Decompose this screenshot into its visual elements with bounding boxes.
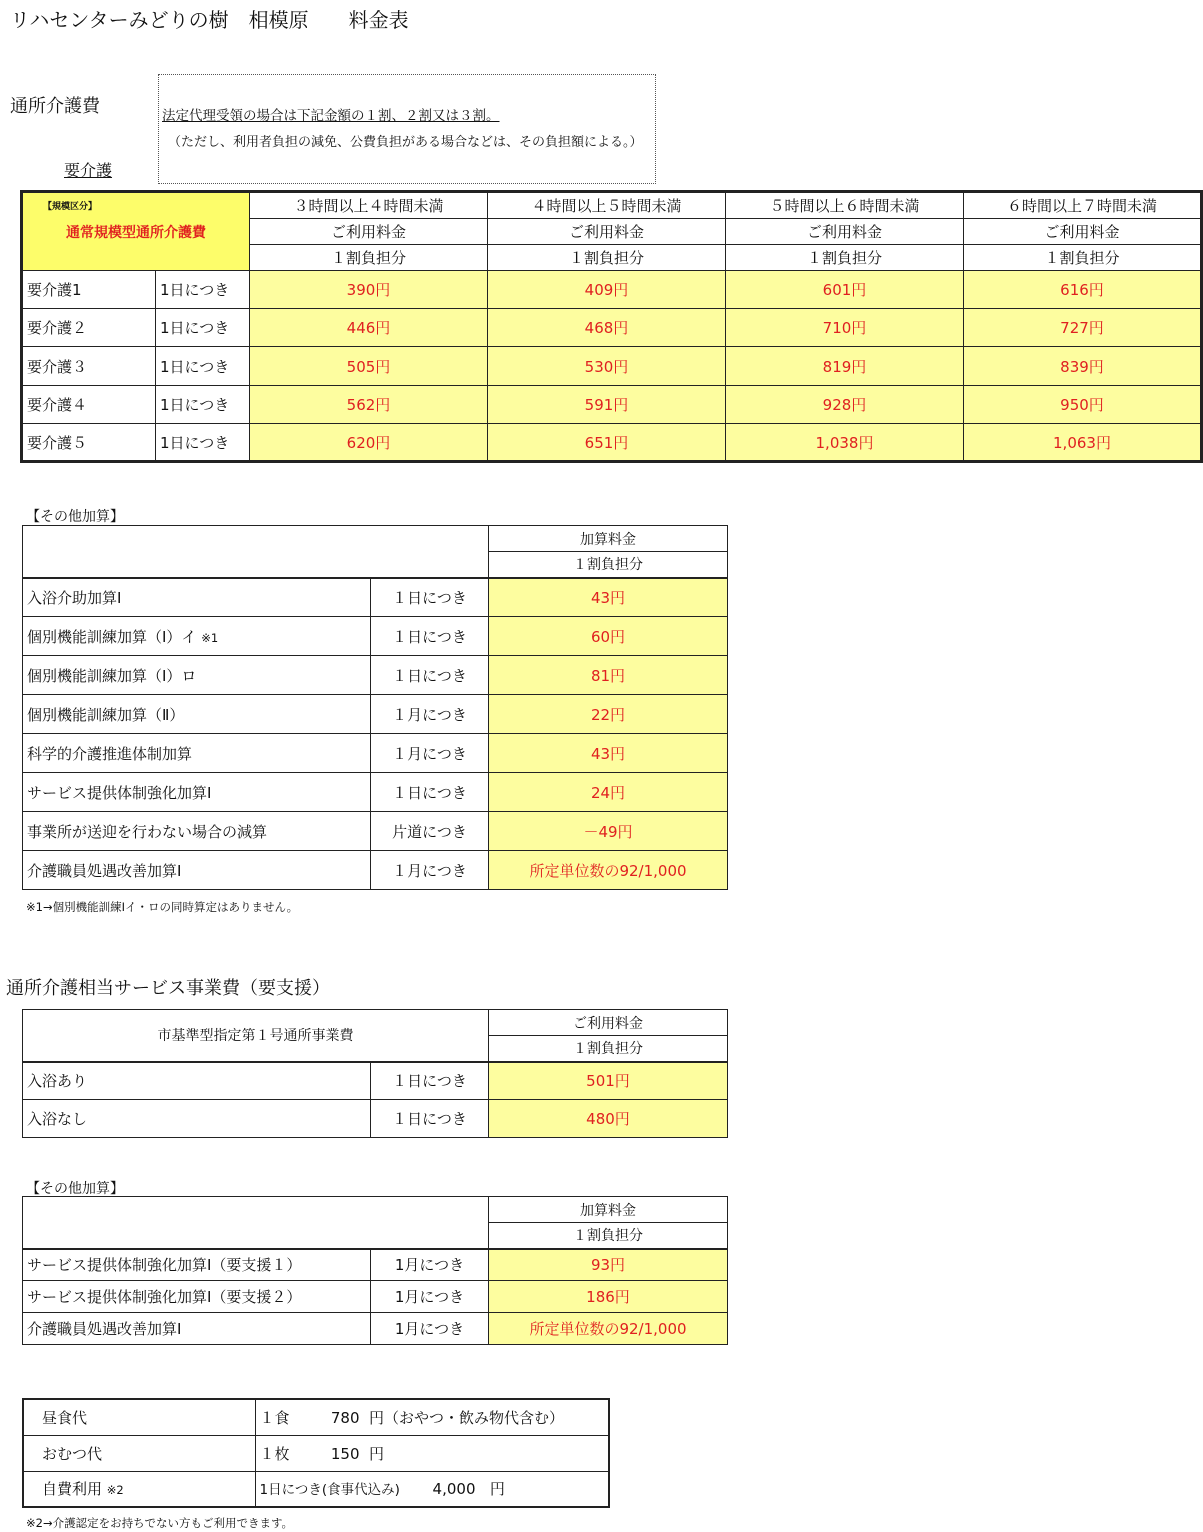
price-cell: 727円	[964, 309, 1202, 347]
fee-name: 昼食代	[23, 1399, 255, 1435]
subheader-share: １割負担分	[488, 245, 726, 271]
fee-unit: １枚	[259, 1444, 290, 1463]
table-row	[23, 1399, 609, 1435]
column-header-4-5h: ４時間以上５時間未満	[488, 192, 726, 219]
price-cell: 468円	[488, 309, 726, 347]
care-level-label: 要介護1	[22, 271, 156, 309]
addition-name: 個別機能訓練加算（Ⅰ）ロ	[23, 656, 371, 695]
header-share: １割負担分	[489, 552, 728, 578]
table-row	[22, 386, 1202, 424]
column-header-5-6h: ５時間以上６時間未満	[726, 192, 964, 219]
per-label: 1日につき	[156, 309, 250, 347]
section-subheading-care-level: 要介護	[64, 161, 113, 180]
fee-unit: １食	[259, 1408, 290, 1427]
header-share: １割負担分	[489, 1223, 728, 1249]
subheader-fee: ご利用料金	[488, 219, 726, 245]
addition-name: 個別機能訓練加算（Ⅱ）	[23, 695, 371, 734]
price-cell: 186円	[489, 1281, 728, 1313]
fee-amount: 4,000	[432, 1480, 476, 1499]
price-cell: 839円	[964, 347, 1202, 386]
subheader-fee: ご利用料金	[726, 219, 964, 245]
subheader-fee: ご利用料金	[250, 219, 488, 245]
per-label: 1月につき	[371, 1249, 489, 1281]
fee-name: 自費利用	[42, 1480, 103, 1499]
price-cell: 819円	[726, 347, 964, 386]
footnote-2: ※2→介護認定をお持ちでない方もご利用できます。	[26, 1516, 294, 1530]
price-cell: 1,063円	[964, 424, 1202, 462]
table-row	[22, 271, 1202, 309]
table-row	[22, 424, 1202, 462]
price-cell: 928円	[726, 386, 964, 424]
price-cell: 505円	[250, 347, 488, 386]
care-level-label: 要介護４	[22, 386, 156, 424]
price-cell: 所定単位数の92/1,000	[489, 1313, 728, 1345]
price-cell: 710円	[726, 309, 964, 347]
addition-name: 入浴介助加算Ⅰ	[23, 578, 371, 617]
fee-name-cell	[23, 1471, 255, 1507]
header-add-fee: 加算料金	[489, 1197, 728, 1223]
price-cell: 43円	[489, 734, 728, 773]
addition-name: 科学的介護推進体制加算	[23, 734, 371, 773]
header-share: １割負担分	[489, 1036, 728, 1062]
table-row	[23, 812, 728, 851]
price-cell: 390円	[250, 271, 488, 309]
header-add-fee: 加算料金	[489, 526, 728, 552]
table-row	[23, 1281, 728, 1313]
scale-category-cell	[22, 192, 250, 271]
price-cell: 501円	[489, 1062, 728, 1100]
note-line-1: 法定代理受領の場合は下記金額の１割、２割又は３割。	[162, 108, 500, 124]
addition-name: 介護職員処遇改善加算Ⅰ	[23, 1313, 371, 1345]
addition-name: 介護職員処遇改善加算Ⅰ	[23, 851, 371, 890]
fee-detail-cell	[255, 1435, 609, 1471]
per-label: 1日につき	[156, 347, 250, 386]
per-label: 片道につき	[371, 812, 489, 851]
per-label: 1月につき	[371, 1313, 489, 1345]
column-header-3-4h: ３時間以上４時間未満	[250, 192, 488, 219]
price-cell: 1,038円	[726, 424, 964, 462]
price-cell: 562円	[250, 386, 488, 424]
per-label: 1月につき	[371, 1281, 489, 1313]
price-cell: 93円	[489, 1249, 728, 1281]
per-label: 1日につき	[156, 386, 250, 424]
header-fee: ご利用料金	[489, 1010, 728, 1036]
fee-yen: 円	[489, 1480, 505, 1499]
support-table-label: 市基準型指定第１号通所事業費	[23, 1010, 489, 1062]
price-cell: 446円	[250, 309, 488, 347]
price-cell: 601円	[726, 271, 964, 309]
table-row	[23, 1062, 728, 1100]
table-row	[23, 656, 728, 695]
table-row	[23, 734, 728, 773]
other-additions-label-2: 【その他加算】	[26, 1181, 124, 1197]
subheader-fee: ご利用料金	[964, 219, 1202, 245]
table-row	[23, 695, 728, 734]
scale-category-label: 【規模区分】	[43, 202, 98, 212]
per-label: １日につき	[371, 773, 489, 812]
per-label: １日につき	[371, 1062, 489, 1100]
price-cell: 530円	[488, 347, 726, 386]
support-fee-table	[22, 1009, 728, 1138]
section-heading-day-care: 通所介護費	[10, 96, 100, 117]
footnote-mark: ※2	[106, 1483, 124, 1498]
footnote-1: ※1→個別機能訓練Ⅰイ・ロの同時算定はありません。	[26, 900, 299, 914]
service-name: 入浴あり	[23, 1062, 371, 1100]
per-label: １日につき	[371, 578, 489, 617]
scale-category-name: 通常規模型通所介護費	[66, 225, 206, 241]
care-level-label: 要介護５	[22, 424, 156, 462]
per-label: １月につき	[371, 695, 489, 734]
price-cell: 620円	[250, 424, 488, 462]
per-label: １日につき	[371, 656, 489, 695]
service-name: 入浴なし	[23, 1100, 371, 1138]
price-cell: －49円	[489, 812, 728, 851]
page-title: リハセンターみどりの樹 相模原 料金表	[10, 8, 409, 32]
price-cell: 616円	[964, 271, 1202, 309]
per-label: 1日につき	[156, 271, 250, 309]
table-row	[23, 773, 728, 812]
note-box	[158, 74, 656, 184]
table-row	[23, 578, 728, 617]
table-row	[23, 1249, 728, 1281]
care-level-label: 要介護２	[22, 309, 156, 347]
price-cell: 409円	[488, 271, 726, 309]
table-row	[23, 617, 728, 656]
per-label: 1日につき	[156, 424, 250, 462]
subheader-share: １割負担分	[250, 245, 488, 271]
section-heading-support: 通所介護相当サービス事業費（要支援）	[6, 978, 330, 999]
column-header-6-7h: ６時間以上７時間未満	[964, 192, 1202, 219]
table-row	[23, 1471, 609, 1507]
fee-detail-cell	[255, 1471, 609, 1507]
price-cell: 43円	[489, 578, 728, 617]
price-cell: 950円	[964, 386, 1202, 424]
other-fees-table	[22, 1398, 610, 1508]
addition-name: 事業所が送迎を行わない場合の減算	[23, 812, 371, 851]
other-additions-table	[22, 525, 728, 890]
addition-name-cell	[23, 617, 371, 656]
addition-name: サービス提供体制強化加算Ⅰ（要支援２）	[23, 1281, 371, 1313]
other-additions-table-2	[22, 1196, 728, 1345]
note-line-2: （ただし、利用者負担の減免、公費負担がある場合などは、その負担額による。）	[168, 135, 643, 150]
subheader-share: １割負担分	[726, 245, 964, 271]
fee-name: おむつ代	[23, 1435, 255, 1471]
per-label: １日につき	[371, 1100, 489, 1138]
price-cell: 24円	[489, 773, 728, 812]
addition-name: サービス提供体制強化加算Ⅰ	[23, 773, 371, 812]
table-row	[23, 1435, 609, 1471]
fee-yen: 円	[369, 1444, 385, 1463]
price-cell: 60円	[489, 617, 728, 656]
price-cell: 81円	[489, 656, 728, 695]
price-cell: 所定単位数の92/1,000	[489, 851, 728, 890]
per-label: １月につき	[371, 851, 489, 890]
care-level-label: 要介護３	[22, 347, 156, 386]
price-cell: 22円	[489, 695, 728, 734]
care-fee-table	[20, 190, 1203, 463]
fee-detail-cell	[255, 1399, 609, 1435]
price-cell: 651円	[488, 424, 726, 462]
table-row	[23, 851, 728, 890]
addition-name: 個別機能訓練加算（Ⅰ）イ	[27, 627, 197, 646]
fee-unit: 1日につき(食事代込み)	[259, 1482, 400, 1499]
table-row	[22, 347, 1202, 386]
price-cell: 480円	[489, 1100, 728, 1138]
fee-amount: 780	[330, 1408, 360, 1427]
table-row	[23, 1313, 728, 1345]
subheader-share: １割負担分	[964, 245, 1202, 271]
per-label: １月につき	[371, 734, 489, 773]
per-label: １日につき	[371, 617, 489, 656]
footnote-mark: ※1	[201, 630, 219, 645]
table-row	[22, 309, 1202, 347]
other-additions-label: 【その他加算】	[26, 509, 124, 525]
fee-amount: 150	[330, 1444, 360, 1463]
addition-name: サービス提供体制強化加算Ⅰ（要支援１）	[23, 1249, 371, 1281]
fee-yen: 円（おやつ・飲み物代含む）	[369, 1408, 565, 1427]
price-cell: 591円	[488, 386, 726, 424]
table-row	[23, 1100, 728, 1138]
